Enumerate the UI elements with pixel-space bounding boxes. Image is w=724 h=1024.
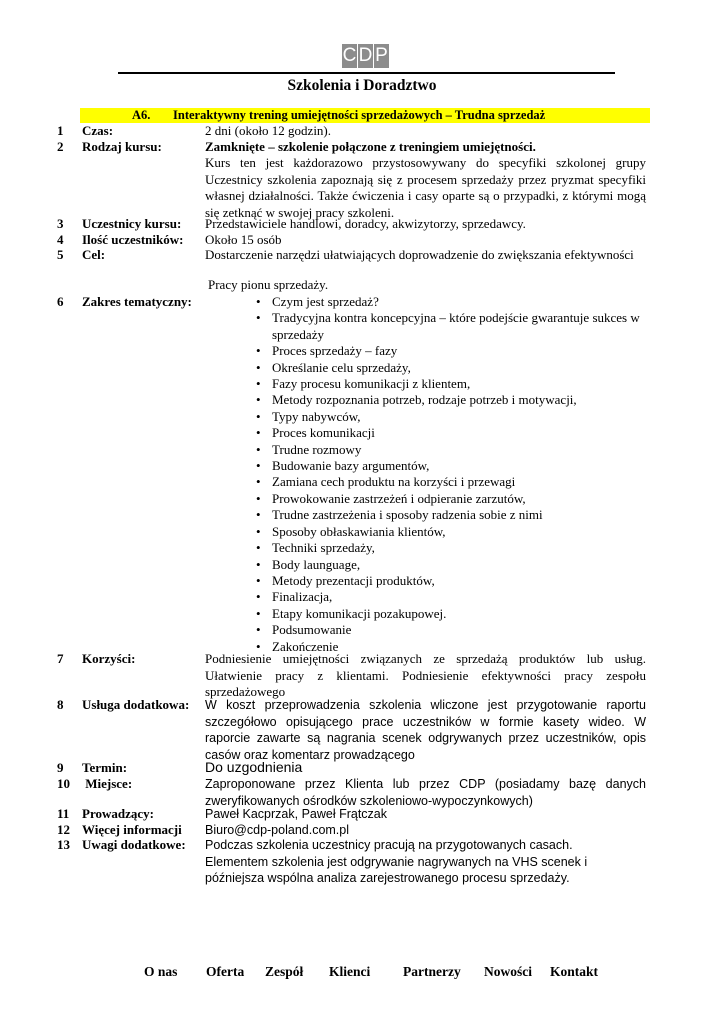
topic-text: Sposoby obłaskawiania klientów, (272, 523, 446, 539)
row-label-miejsce: Miejsce: (82, 776, 133, 791)
bullet-icon: • (256, 523, 261, 539)
topic-item (256, 294, 648, 310)
row-label-ilosc-uczestnikow: Ilość uczestników: (82, 232, 184, 247)
topic-item (256, 310, 648, 343)
row-label-cel: Cel: (82, 247, 106, 262)
topic-text: Techniki sprzedaży, (272, 540, 375, 556)
topic-item (256, 409, 648, 425)
topic-text: Zakończenie (272, 638, 339, 654)
row-value-rodzaj-kursu: Kurs ten jest każdorazowo przystosowywany do specyfiki szkolonej grupy Uczestnicy szkolenia zapoznają się z procesem sprzedaży przez pryzmat specyfiki własnej działalności. Także ćwiczenia i casy oparte są o przypadki, z którymi mogą się zetknąć w swojej pracy szkoleni. (205, 155, 646, 220)
row-number: 2 (57, 139, 64, 154)
row-value-uwagi-dodatkowe: Podczas szkolenia uczestnicy pracują na przygotowanych casach. Elementem szkolenia jest odgrywanie nagrywanych na VHS scenek i późniejsza wspólna analiza zarejestrowanego procesu sprzedaży. (205, 838, 588, 885)
topic-text: Typy nabywców, (272, 408, 361, 424)
row-value-usluga-dodatkowa: W koszt przeprowadzenia szkolenia wliczone jest przygotowanie raportu szczegółowo opisującego prace uczestników w formie kasety wideo. W raporcie zawarte są nagrania scenek odgrywanych przez uczestników, opis casów oraz komentarz prowadzącego (205, 698, 646, 762)
bullet-icon: • (256, 294, 261, 309)
row-number: 3 (57, 216, 64, 231)
footer-link-o-nas[interactable]: O nas (144, 964, 178, 979)
footer-link-nowosci[interactable]: Nowości (484, 964, 532, 979)
topic-text: Tradycyjna kontra koncepcyjna – które podejście gwarantuje sukces w sprzedaży (272, 310, 640, 342)
bullet-icon: • (256, 425, 261, 441)
row-label-uwagi-dodatkowe: Uwagi dodatkowe: (82, 837, 186, 852)
topic-item (256, 458, 648, 474)
topic-text: Proces sprzedaży – fazy (272, 343, 398, 359)
topic-item (256, 442, 648, 458)
row-label-korzysci: Korzyści: (82, 651, 136, 666)
topic-item (256, 557, 648, 573)
topic-text: Trudne rozmowy (272, 441, 362, 457)
topic-item (256, 540, 648, 556)
row-label-rodzaj-kursu: Rodzaj kursu: (82, 139, 162, 154)
topic-text: Proces komunikacji (272, 425, 375, 441)
row-number: 4 (57, 232, 64, 247)
topic-item (256, 425, 648, 441)
bullet-icon: • (256, 572, 261, 588)
row-value-termin: Do uzgodnienia (205, 759, 303, 775)
topic-item (256, 343, 648, 359)
topic-text: Prowokowanie zastrzeżeń i odpieranie zarzutów, (272, 490, 526, 506)
row-label-usluga-dodatkowa: Usługa dodatkowa: (82, 697, 190, 712)
row-value-cel-line2: Pracy pionu sprzedaży. (208, 277, 329, 292)
row-value-prowadzacy: Paweł Kacprzak, Paweł Frątczak (205, 807, 388, 821)
topic-item (256, 491, 648, 507)
row-label-prowadzacy: Prowadzący: (82, 806, 154, 821)
page-subtitle: Szkolenia i Doradztwo (287, 77, 437, 94)
topic-item (256, 524, 648, 540)
row-number: 6 (57, 294, 64, 309)
header-rule (118, 72, 615, 74)
logo-letter: D (358, 45, 373, 66)
row-value-rodzaj-kursu-bold: Zamknięte – szkolenie połączone z treningiem umiejętności. (205, 139, 536, 154)
topic-text: Określanie celu sprzedaży, (272, 359, 411, 375)
bullet-icon: • (256, 392, 261, 408)
footer-link-oferta[interactable]: Oferta (206, 964, 245, 979)
topic-item (256, 622, 648, 638)
topic-text: Etapy komunikacji pozakupowej. (272, 605, 447, 621)
row-value-korzysci: Podniesienie umiejętności związanych ze sprzedażą produktów lub usług. Ułatwienie pracy z klientami. Podniesienie efektywności pracy zespołu sprzedażowego (205, 651, 646, 699)
row-label-wiecej-informacji: Więcej informacji (82, 822, 182, 837)
topic-text: Metody rozpoznania potrzeb, rodzaje potrzeb i motywacji, (272, 392, 577, 408)
topic-item (256, 573, 648, 589)
footer-link-klienci[interactable]: Klienci (329, 964, 371, 979)
row-label-czas: Czas: (82, 123, 114, 138)
topics-list (256, 294, 648, 655)
bullet-icon: • (256, 622, 261, 638)
bullet-icon: • (256, 605, 261, 621)
topic-item (256, 507, 648, 523)
row-value-cel: Dostarczenie narzędzi ułatwiających doprowadzenie do zwiększania efektywności (205, 247, 634, 262)
bullet-icon: • (256, 490, 261, 506)
row-label-zakres-tematyczny: Zakres tematyczny: (82, 294, 192, 309)
topic-text: Trudne zastrzeżenia i sposoby radzenia sobie z nimi (272, 507, 543, 523)
bullet-icon: • (256, 376, 261, 392)
topic-item (256, 376, 648, 392)
footer-nav (0, 964, 724, 982)
topic-item (256, 474, 648, 490)
bullet-icon: • (256, 638, 261, 654)
row-number: 7 (57, 651, 64, 666)
footer-link-kontakt[interactable]: Kontakt (550, 964, 599, 979)
bullet-icon: • (256, 408, 261, 424)
bullet-icon: • (256, 589, 261, 605)
row-number: 12 (57, 822, 70, 837)
topic-item (256, 360, 648, 376)
topic-text: Budowanie bazy argumentów, (272, 458, 430, 474)
row-number: 1 (57, 123, 64, 138)
row-number: 8 (57, 697, 64, 712)
logo-letter: C (342, 45, 357, 66)
row-value-ilosc-uczestnikow: Około 15 osób (205, 232, 282, 247)
topic-item (256, 392, 648, 408)
topic-item (256, 606, 648, 622)
topic-item (256, 589, 648, 605)
topic-text: Metody prezentacji produktów, (272, 572, 435, 588)
cdp-logo (342, 44, 389, 68)
topic-text: Body launguage, (272, 556, 361, 572)
row-label-termin: Termin: (82, 760, 128, 775)
bullet-icon: • (256, 507, 261, 523)
row-number: 9 (57, 760, 64, 775)
footer-link-zespol[interactable]: Zespół (265, 964, 304, 979)
bullet-icon: • (256, 441, 261, 457)
topic-text: Fazy procesu komunikacji z klientem, (272, 376, 471, 392)
row-value-czas: 2 dni (około 12 godzin). (205, 123, 332, 138)
topic-text: Zamiana cech produktu na korzyści i przewagi (272, 474, 516, 490)
topic-text: Czym jest sprzedaż? (272, 294, 379, 309)
row-number: 13 (57, 837, 70, 852)
course-code: A6. (132, 108, 151, 122)
bullet-icon: • (256, 540, 261, 556)
bullet-icon: • (256, 310, 261, 326)
topic-text: Podsumowanie (272, 622, 352, 638)
contact-email-link[interactable]: Biuro@cdp-poland.com.pl (205, 823, 350, 837)
bullet-icon: • (256, 343, 261, 359)
bullet-icon: • (256, 359, 261, 375)
course-title: Interaktywny trening umiejętności sprzedażowych – Trudna sprzedaż (173, 108, 546, 122)
row-number: 10 (57, 776, 70, 791)
topic-text: Finalizacja, (272, 589, 333, 605)
bullet-icon: • (256, 474, 261, 490)
row-value-miejsce: Zaproponowane przez Klienta lub przez CDP (posiadamy bazę danych zweryfikowanych ośrodków szkoleniowo-wypoczynkowych) (205, 777, 646, 808)
bullet-icon: • (256, 458, 261, 474)
footer-link-partnerzy[interactable]: Partnerzy (403, 964, 461, 979)
row-value-uczestnicy: Przedstawiciele handlowi, doradcy, akwizytorzy, sprzedawcy. (205, 216, 526, 231)
row-label-uczestnicy: Uczestnicy kursu: (82, 216, 182, 231)
row-number: 5 (57, 247, 64, 262)
logo-letter: P (375, 45, 388, 66)
bullet-icon: • (256, 556, 261, 572)
row-number: 11 (57, 806, 70, 821)
